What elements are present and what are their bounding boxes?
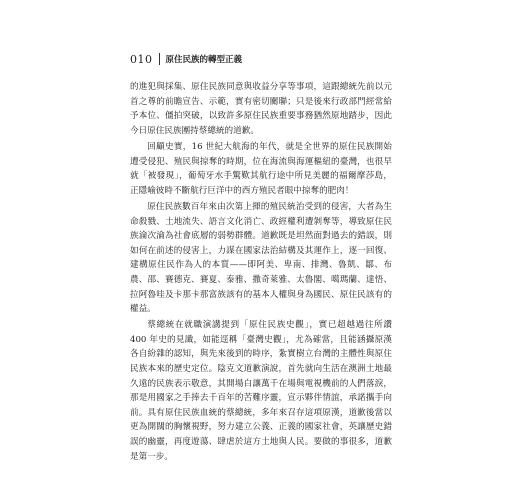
body-text	[130, 80, 392, 466]
book-title: 原住民族的轉型正義	[165, 55, 243, 65]
page-number: 010	[130, 52, 153, 66]
paragraph-harms: 原住民族數百年來由次第上揮的殖民統治受到的侵害，大者為生命殺戮、土地流失、語言文化消亡、政經權利遭剝奪等，導致原住民族淪次淪為社會底層的弱勢群體。道歉既是坦然面對過去的錯誤，則如何在前述的侵害上，力謀在國家法治結構及其運作上，逐一回復、建構原住民作為人的本質——即阿美、卑南、排灣、魯凱、鄒、布農、邵、賽德克、賽夏、泰雅、撒奇萊雅、太魯閣、噶瑪蘭、達悟、拉阿魯哇及卡那卡那富族該有的基本人權與身為國民、原住民該有的權益。	[130, 201, 392, 315]
paragraph-apology: 蔡總統在就職演講提到「原住民族史觀」，實已超越過往所讚 400 年史的見識，如能逕稱「臺灣史觀」，尤為確當，且能涵攝原漢各自紛雜的認知，與先來後到的時序，紮實樹立台灣的主體性與原住民族本來的歷史定位。陰克文道歉演說，首先就向生活在澳洲土地最久遠的民族表示敬意，其開場白讓萬千在場與電視機前的人們落淚，那是用國家之手捧去千百年的苦難序靈，宣示夥伴情誼，承諾攜手向前。具有原住民族血統的蔡總統，多年來召存這項原漢，道歉後當以更為開闊的胸懷視野，努力建立公義、正義的國家社會，英讓歷史錯誤的幽靈，再度遊蕩、肆虐於這方土地與人民。要做的事很多，道歉是第一步。	[130, 320, 392, 462]
running-head	[130, 52, 242, 66]
paragraph-continuation: 的進犯與採集、原住民族同意與收益分享等事項，這跟總統先前以元首之尊的前瞻宣告、示範，實有密切關聯；只是後來行政部門經常給予本位、僵拍突破，以致許多原住民族重要事務猶然原地踏步，因此今日原住民族團持蔡總統的道歉。	[130, 82, 392, 136]
paragraph-history: 回顧史實，16 世紀大航海的年代，就是全世界的原住民族開始遭受侵犯、殖民與掠奪的時期，位在海流與海運樞紐的臺灣，也很早就「被發現」，葡萄牙水手驚歎其航行途中所見美麗的福爾摩莎島，正隱喻彼時不斷航行巨洋中的西方殖民者眼中掠奪的肥肉！	[130, 141, 392, 196]
running-head-divider	[159, 53, 160, 65]
